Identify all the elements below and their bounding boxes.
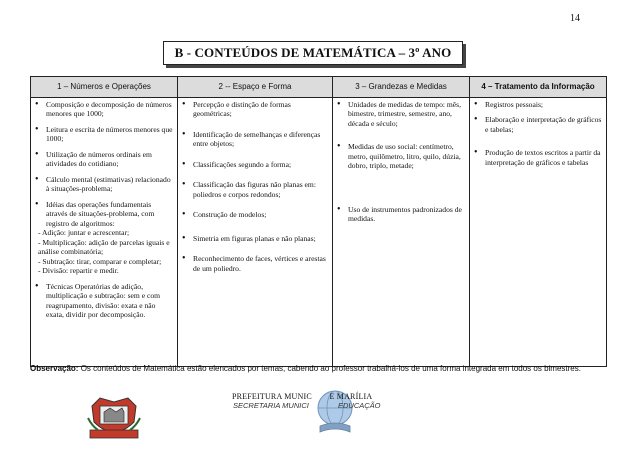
municipal-seal-icon: [86, 392, 142, 444]
column-numeros: [31, 98, 178, 367]
page-number: 14: [570, 13, 580, 24]
column-espaco: [178, 98, 333, 367]
list-item: • Classificação das figuras não planas em: poliedros e corpos redondos;: [181, 180, 329, 199]
column-header-numeros: 1 – Números e Operações: [31, 77, 178, 98]
observation-text: Os conteúdos de Matemática estão elencados por temas, cabendo ao professor trabalhá-los de uma forma integrada em todos os bimestres.: [78, 364, 581, 373]
list-item: • Elaboração e interpretação de gráficos e tabelas;: [473, 115, 603, 134]
page-title: B - CONTEÚDOS DE MATEMÁTICA – 3º ANO: [163, 41, 463, 65]
list-item: • Unidades de medidas de tempo: mês, bimestre, trimestre, semestre, ano, década e século;: [336, 100, 466, 128]
list-item: • Cálculo mental (estimativas) relacionado à situações-problema;: [34, 175, 174, 194]
sub-list-item: - Subtração: tirar, comparar e completar;: [38, 256, 162, 266]
column-header-grandezas: 3 – Grandezas e Medidas: [333, 77, 470, 98]
footer-institution: PREFEITURA MUNIC E MARÍLIA: [232, 392, 373, 401]
list-item: • Construção de modelos;: [181, 210, 329, 219]
column-tratamento: [470, 98, 607, 367]
footer-department: SECRETARIA MUNICI EDUCAÇÃO: [233, 401, 381, 410]
column-grandezas: [333, 98, 470, 367]
list-item: • Uso de instrumentos padronizados de medidas.: [336, 205, 466, 224]
sub-list-item: - Adição: juntar e acrescentar;: [38, 228, 130, 238]
list-item: • Utilização de números ordinais em atividades do cotidiano;: [34, 150, 174, 169]
list-item: • Classificações segundo a forma;: [181, 160, 329, 169]
list-item: • Identificação de semelhanças e diferenças entre objetos;: [181, 130, 329, 149]
observation-label: Observação:: [30, 364, 79, 373]
list-item: • Simetria em figuras planas e não planas;: [181, 234, 329, 243]
list-item: • Composição e decomposição de números menores que 1000;: [34, 100, 174, 119]
list-item: • Medidas de uso social: centímetro, metro, quilômetro, litro, quilo, dúzia, dobro, triplo, metade;: [336, 142, 466, 170]
list-item: • Produção de textos escritos a partir da interpretação de gráficos e tabelas: [473, 148, 603, 167]
sub-list-item: - Multiplicação: adição de parcelas iguais e análise combinatória;: [38, 237, 170, 257]
list-item: • Registros pessoais;: [473, 100, 603, 109]
sub-list-item: - Divisão: repartir e medir.: [38, 266, 119, 276]
list-item: • Percepção e distinção de formas geométricas;: [181, 100, 329, 119]
content-table: [30, 76, 607, 367]
observation-note: [30, 364, 596, 374]
list-item: • Idéias das operações fundamentais através de situações-problema, com registro de algoritmos:: [34, 200, 174, 228]
list-item: • Reconhecimento de faces, vértices e arestas de um poliedro.: [181, 254, 329, 273]
list-item: • Leitura e escrita de números menores que 1000;: [34, 125, 174, 144]
column-header-espaco: 2 -- Espaço e Forma: [178, 77, 333, 98]
column-header-tratamento: 4 – Tratamento da Informação: [470, 77, 607, 98]
list-item: • Técnicas Operatórias de adição, multiplicação e subtração: sem e com reagrupamento, divisão: exata e não exata, dividir por decomposição.: [34, 282, 174, 320]
